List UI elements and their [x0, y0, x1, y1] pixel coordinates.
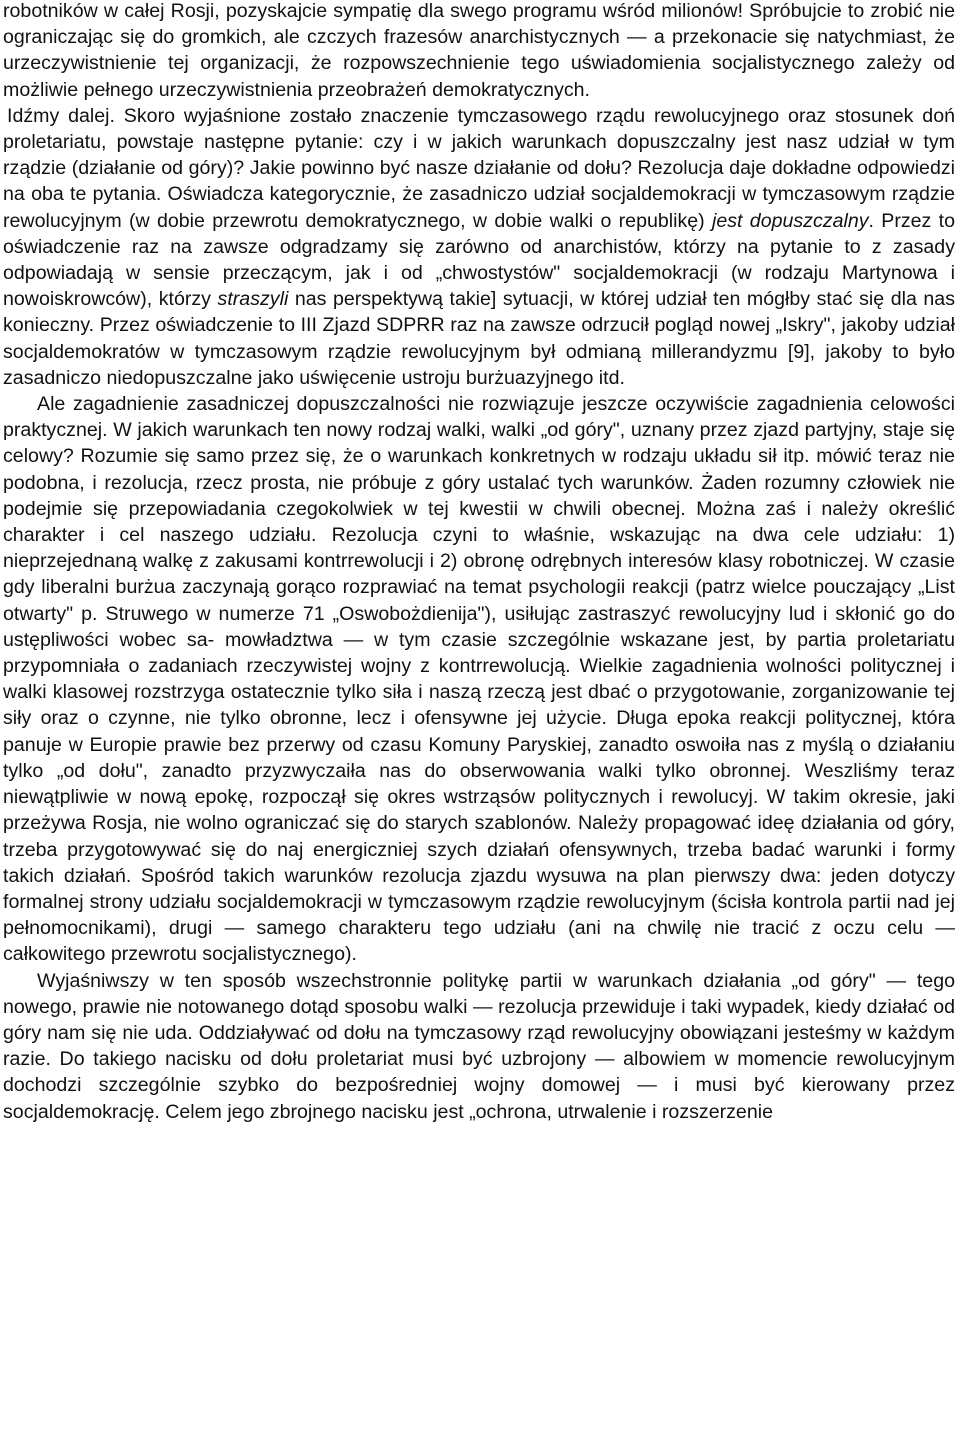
paragraph-ale-zagadnienie [3, 391, 955, 967]
paragraph-intro [3, 0, 955, 103]
emphasis-text: straszyli [217, 288, 289, 311]
paragraph-text: Ale zagadnienie zasadniczej dopuszczalności nie rozwiązuje jeszcze oczywiście zagadnienia celowości praktycznej. W jakich warunkach ten nowy rodzaj walki, walki „od góry", uznany przez zjazd partyjny, staje się celowy? Rozumie się samo przez się, że o warunkach konkretnych w rodzaju układu sił itp. mówić teraz nie podobna, i rezolucja, rzecz prosta, nie próbuje z góry ustalać tych warunków. Żaden rozumny człowiek nie podejmie się przepowiadania czegokolwiek w tej kwestii w chwili obecnej. Można zaś i należy określić charakter i cel naszego udziału. Rezolucja czyni to właśnie, wskazując na dwa cele udziału: 1) nieprzejednaną walkę z zakusami kontrrewolucji i 2) obronę odrębnych interesów klasy robotniczej. W czasie gdy liberalni burżua zaczynają gorąco rozprawiać na temat psychologii reakcji (patrz wielce pouczający „List otwarty" p. Struwego w numerze 71 „Oswobożdienija"), usiłując zastraszyć rewolucyjny lud i skłonić go do ustępliwości wobec sa- mowładztwa — w tym czasie szczególnie wskazane jest, by partia proletariatu przypomniała o zadaniach rzeczywistej wojny z kontrrewolucją. Wielkie zagadnienia wolności politycznej i walki klasowej rozstrzyga ostatecznie tylko siła i naszą rzeczą jest dbać o przygotowanie, zorganizowanie tej siły oraz o czynne, nie tylko obronne, lecz i ofensywne jej użycie. Długa epoka reakcji politycznej, która panuje w Europie prawie bez przerwy od czasu Komuny Paryskiej, zanadto oswoiła nas z myślą o działaniu tylko „od dołu", zanadto przyzwyczaiła nas do obserwowania walki tylko obronnej. Weszliśmy teraz niewątpliwie w nową epokę, rozpoczął się okres wstrząsów politycznych i rewolucyj. W takim okresie, jaki przeżywa Rosja, nie wolno ograniczać się do starych szablonów. Należy propagować ideę działania od góry, trzeba przygotowywać się do naj energiczniej szych działań ofensywnych, trzeba badać warunki i formy takich działań. Spośród takich warunków rezolucja zjazdu wysuwa na plan pierwszy dwa: jeden dotyczy formalnej strony udziału socjaldemokracji w tymczasowym rządzie rewolucyjnym (ścisła kontrola partii nad jej pełnomocnikami), drugi — samego charakteru tego udziału (ani na chwilę nie tracić z oczu celu — całkowitego przewrotu socjalistycznego). [3, 393, 955, 966]
paragraph-idzmy-dalej [3, 103, 955, 391]
paragraph-text: nas perspektywą takie] sytuacji, w której udział ten mógłby stać się dla nas konieczny. Przez oświadczenie to III Zjazd SDPRR raz na zawsze odrzucił pogląd nowej „Iskry", jakoby udział socjaldemokratów w tymczasowym rządzie rewolucyjnym był odmianą millerandyzmu [9], jakoby to było zasadniczo niedopuszczalne jako uświęcenie ustroju burżuazyjnego itd. [3, 288, 955, 389]
paragraph-text: . Przez to oświadczenie raz na zawsze odgradzamy się zarówno od anarchistów, którzy na pytanie to z zasady odpowiadają w sensie przeczącym, jak i od „chwostystów" socjaldemokracji (w rodzaju Martynowa i nowoiskrowców), którzy [3, 209, 955, 311]
paragraph-wyjasniwszy [3, 968, 955, 1125]
paragraph-text: robotników w całej Rosji, pozyskajcie sympatię dla swego programu wśród milionów! Spróbujcie to zrobić nie ograniczając się do gromkich, ale czczych frazesów anarchistycznych — a przekonacie się natychmiast, że urzeczywistnienie tej organizacji, że rozpowszechnienie tego uświadomienia socjalistycznego zależy od możliwie pełnego urzeczywistnienia przeobrażeń demokratycznych. [3, 0, 955, 101]
emphasis-text: jest dopuszczalny [712, 209, 869, 232]
paragraph-text: Idźmy dalej. Skoro wyjaśnione zostało znaczenie tymczasowego rządu rewolucyjnego oraz stosunek doń proletariatu, powstaje następne pytanie: czy i w jakich warunkach dopuszczalny jest nasz udział w tym rządzie (działanie od góry)? Jakie powinno być nasze działanie od dołu? Rezolucja daje dokładne odpowiedzi na oba te pytania. Oświadcza kategorycznie, że zasadniczo udział socjaldemokracji w tymczasowym rządzie rewolucyjnym (w dobie przewrotu demokratycznego, w dobie walki o republikę) [3, 104, 955, 232]
paragraph-text: Wyjaśniwszy w ten sposób wszechstronnie politykę partii w warunkach działania „od góry" — tego nowego, prawie nie notowanego dotąd sposobu walki — rezolucja przewiduje i taki wypadek, kiedy działać od góry nam się nie uda. Oddziaływać od dołu na tymczasowy rząd rewolucyjny obowiązani jesteśmy w każdym razie. Do takiego nacisku od dołu proletariat musi być uzbrojony — albowiem w momencie rewolucyjnym dochodzi szczególnie szybko do bezpośredniej wojny domowej — i musi być kierowany przez socjaldemokrację. Celem jego zbrojnego nacisku jest „ochrona, utrwalenie i rozszerzenie [3, 969, 955, 1123]
